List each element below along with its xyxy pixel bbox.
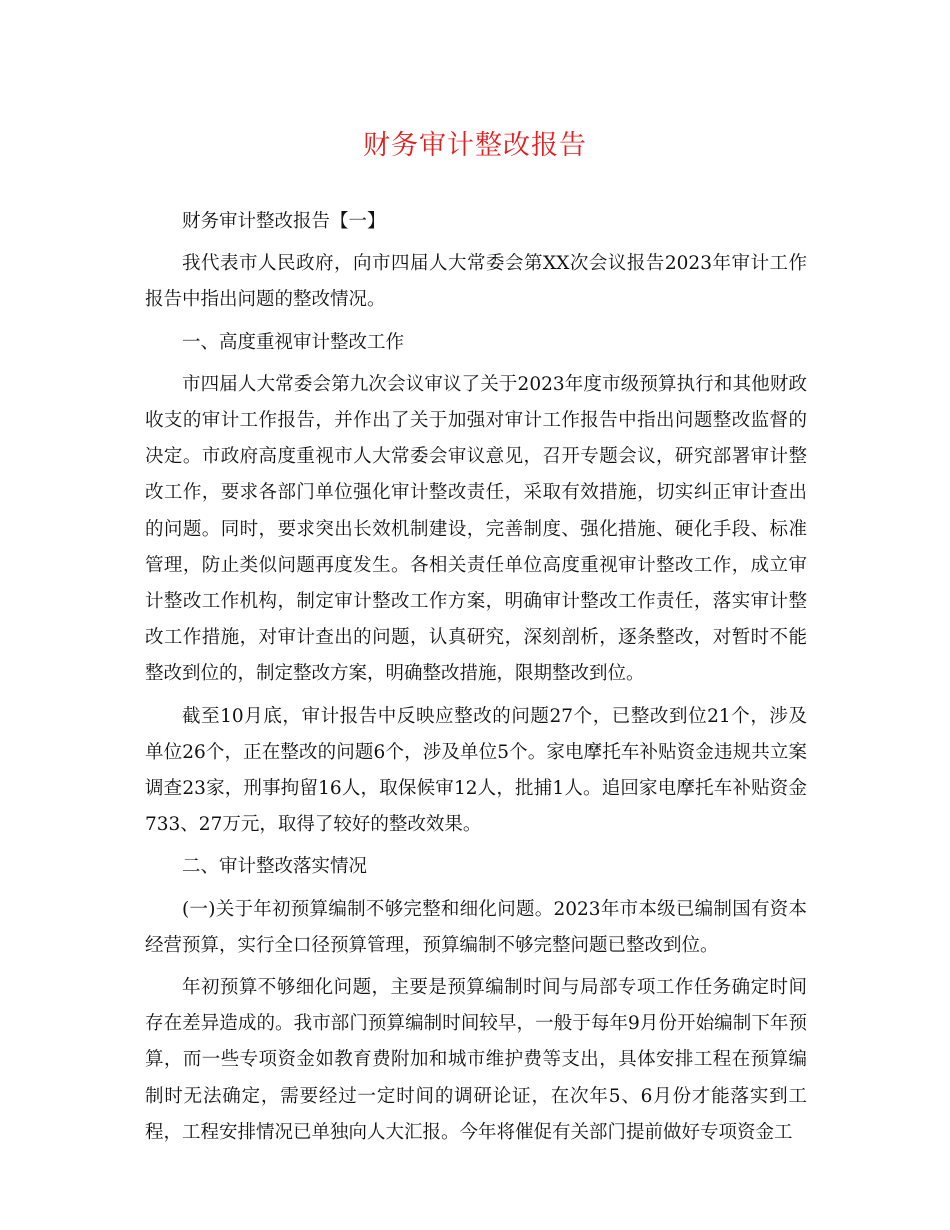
paragraph-section-1-body: 市四届人大常委会第九次会议审议了关于2023年度市级预算执行和其他财政收支的审计工作报告，并作出了关于加强对审计工作报告中指出问题整改监督的决定。市政府高度重视市人大常委会审议意见，召开专题会议，研究部署审计整改工作，要求各部门单位强化审计整改责任，采取有效措施，切实纠正审计查出的问题。同时，要求突出长效机制建设，完善制度、强化措施、硬化手段、标准管理，防止类似问题再度发生。各相关责任单位高度重视审计整改工作，成立审计整改工作机构，制定审计整改工作方案，明确审计整改工作责任，落实审计整改工作措施，对审计查出的问题，认真研究，深刻剖析，逐条整改，对暂时不能整改到位的，制定整改方案，明确整改措施，限期整改到位。 — [145, 373, 807, 685]
paragraph-budget-detail: 年初预算不够细化问题，主要是预算编制时间与局部专项工作任务确定时间存在差异造成的。我市部门预算编制时间较早，一般于每年9月份开始编制下年预算，而一些专项资金如教育费附加和城市维护费等支出，具体安排工程在预算编制时无法确定，需要经过一定时间的调研论证，在次年5、6月份才能落实到工程，工程安排情况已单独向人大汇报。今年将催促有关部门提前做好专项资金工 — [145, 977, 807, 1143]
section-heading-2: 二、审计整改落实情况 — [182, 856, 368, 878]
paragraph-subtitle: 财务审计整改报告【一】 — [182, 211, 386, 232]
document-body — [145, 204, 807, 1151]
section-heading-1: 一、高度重视审计整改工作 — [182, 331, 405, 353]
paragraph-item-1: (一)关于年初预算编制不够完整和细化问题。2023年市本级已编制国有资本经营预算，实行全口径预算管理，预算编制不够完整问题已整改到位。 — [145, 898, 807, 956]
paragraph-progress-summary: 截至10月底，审计报告中反映应整改的问题27个，已整改到位21个，涉及单位26个，正在整改的问题6个，涉及单位5个。家电摩托车补贴资金违规共立案调查23家，刑事拘留16人，取保候审12人，批捕1人。追回家电摩托车补贴资金733、27万元，取得了较好的整改效果。 — [145, 705, 807, 836]
document-title: 财务审计整改报告 — [363, 130, 587, 161]
paragraph-intro: 我代表市人民政府，向市四届人大常委会第XX次会议报告2023年审计工作报告中指出问题的整改情况。 — [145, 253, 807, 311]
